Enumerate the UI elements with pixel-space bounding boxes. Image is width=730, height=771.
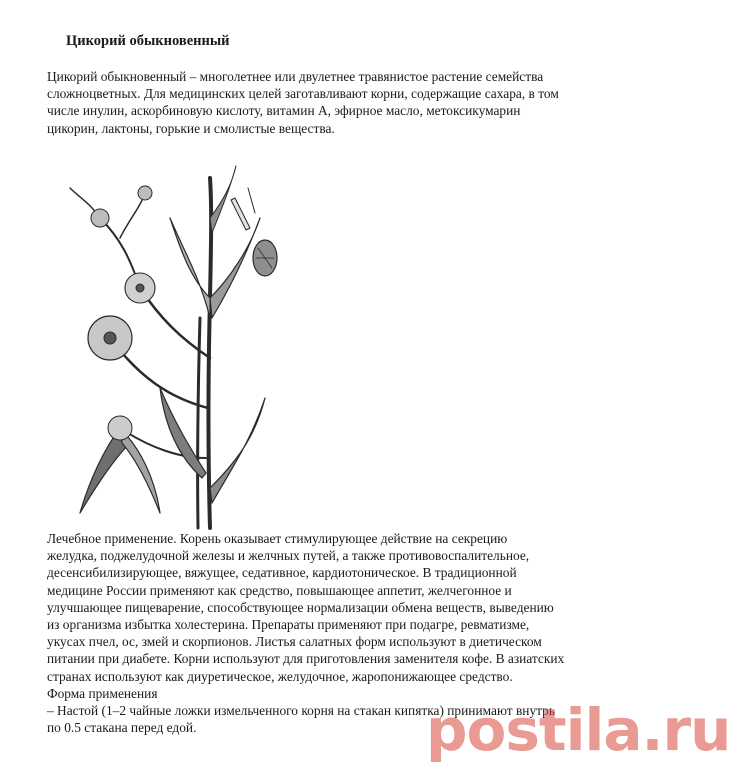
intro-line: сложноцветных. Для медицинских целей заготавливают корни, содержащие сахара, в том — [47, 86, 559, 102]
body-line: питании при диабете. Корни используют для приготовления заменителя кофе. В азиатских — [47, 651, 565, 667]
body-line: улучшающее пищеварение, способствующее нормализации обмена веществ, выведению — [47, 599, 554, 615]
watermark-logo: postila.ru — [426, 696, 730, 764]
body-line: медицине России применяют как средство, повышающее аппетит, желчегонное и — [47, 582, 512, 598]
body-line: десенсибилизирующее, вяжущее, седативное, кардиотоническое. В традиционной — [47, 565, 517, 581]
body-line: Форма применения — [47, 685, 158, 701]
body-line: странах используют как диуретическое, желудочное, жаропонижающее средство. — [47, 668, 513, 684]
chicory-illustration — [60, 158, 290, 528]
body-line: Лечебное применение. Корень оказывает стимулирующее действие на секрецию — [47, 531, 508, 546]
intro-paragraph — [47, 68, 632, 137]
body-line: желудка, поджелудочной железы и желчных путей, а также противовоспалительное, — [47, 548, 530, 564]
body-line: – Настой (1–2 чайные ложки измельченного корня на стакан кипятка) принимают внутрь — [47, 703, 555, 719]
intro-line: цикорин, лактоны, горькие и смолистые вещества. — [47, 120, 335, 136]
body-line: укусах пчел, ос, змей и скорпионов. Листья салатных форм используют в диетическом — [47, 634, 542, 650]
intro-line: Цикорий обыкновенный – многолетнее или двулетнее травянистое растение семейства — [47, 69, 544, 84]
body-line: из организма избытка холестерина. Препараты применяют при подагре, ревматизме, — [47, 617, 530, 633]
document-title: Цикорий обыкновенный — [66, 33, 230, 49]
intro-line: числе инулин, аскорбиновую кислоту, витамин А, эфирное масло, метоксикумарин — [47, 103, 521, 119]
body-line: по 0.5 стакана перед едой. — [47, 720, 197, 736]
